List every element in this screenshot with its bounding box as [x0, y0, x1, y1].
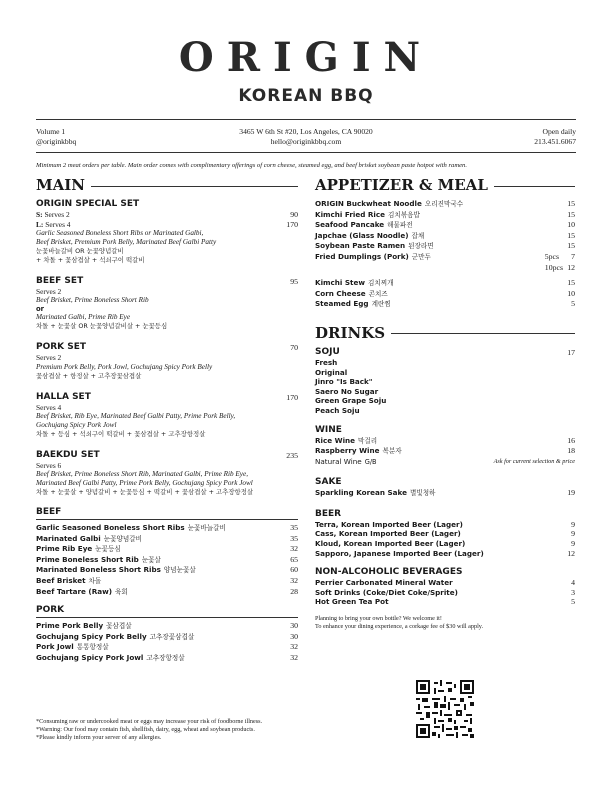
wine-item-name: Rice Wine — [315, 435, 356, 445]
disclaimers: *Consuming raw or undercooked meat or eggs may increase your risk of foodborne illness. *Warning: Our food may contain fish, shellfish, dairy, egg, wheat and soybean products. *Please kindly inform your server of any allergies. — [36, 718, 263, 741]
beer-item-name: Sapporo, Japanese Imported Beer (Lager) — [315, 548, 484, 558]
beef-item — [36, 555, 298, 566]
baekdu-set-title: BAEKDU SET 235 — [36, 449, 298, 460]
beef-item-price: 35 — [290, 523, 298, 532]
non-alcoholic-item-name: Perrier Carbonated Mineral Water — [315, 578, 453, 588]
pork-item-price: 30 — [290, 621, 298, 631]
beef-item-price: 28 — [290, 586, 298, 596]
dumplings-item: Fried Dumplings (Pork) 군만두 5pcs 7 10pcs 12 — [315, 251, 575, 272]
appetizer-item — [315, 210, 575, 221]
non-alcoholic-item — [315, 597, 575, 607]
qr-code-icon[interactable] — [416, 680, 474, 738]
main-column: MAIN ORIGIN SPECIAL SET S: Serves 2 90 L: Serves 4 170 Garlic Seasoned Boneless Short Ribs or Marinated Galbi, Beef Brisket, Premium Pork Belly, Marinated Beef Galbi Patty 눈꽃바늘갈비 OR 눈꽃양념갈비 + 차돌 + 꽃삼겹살 + 석쇠구이 떡갈비 BEEF SET 95 Serves 2 Beef Brisket, Prime Boneless Short Rib or Marinated Galbi, Prime Rib Eye 차돌 + 눈꽃살 OR 눈꽃양념갈비살 + 눈꽃등심 PORK SET 70 Serves 2 Premium Pork Belly, Pork Jowl, Gochujang Spicy Pork Belly 꽃삼겹살 + 항정살 + 고추장꽃삼겹살 HALLA SET 170 Serves 4 Beef Brisket, Rib Eye, Marinated Beef Galbi Patty, Prime Pork Belly, Gochujang Spicy Pork Jowl 차돌 + 등심 + 석쇠구이 떡갈비 + 꽃삼겹살 + 고추장항정살 BAEKDU SET 235 Serves 6 Beef Brisket, Prime Boneless Short Rib, Marinated Galbi, Prime Rib Eye, Marinated Beef Galbi Patty, Prime Pork Belly, Gochujang Spicy Pork Jowl 차돌 + 눈꽃살 + 양념갈비 + 눈꽃등심 + 떡갈비 + 꽃삼겹살 + 고추장항정살 BEEF Garlic Seasoned Boneless Short Ribs 눈꽃바늘갈비 35 Marinated Galbi 눈꽃양념갈비 35 Prime Rib Eye 눈꽃등심 32 Prime Boneless Short Rib 눈꽃살 65 Marinated Boneless Short Ribs 양념눈꽃살 60 Beef Brisket 차돌 32 Beef Tartare (Raw) 육회 28 PORK Prime Pork Belly 꽃삼겹살 30 Gochujang Spicy Pork Belly 고추장꽃삼겹살 30 Pork Jowl 통통항정살 32 Gochujang Spicy Pork Jowl 고추장항정살 32 — [36, 176, 298, 662]
pork-set-title: PORK SET 70 — [36, 342, 298, 353]
pork-item — [36, 653, 298, 664]
soju-flavor: Fresh — [315, 357, 338, 367]
sake-title: SAKE — [315, 477, 342, 488]
beef-list — [36, 523, 298, 597]
beer-item-price: 9 — [571, 539, 575, 549]
appetizer-item — [315, 231, 575, 242]
beef-item-korean: 차돌 — [88, 576, 102, 585]
appetizer-list-2 — [315, 278, 575, 310]
sake-list — [315, 488, 575, 499]
appetizer-item-korean: 된장라면 — [408, 242, 434, 251]
appetizer-item-korean: 김치볶음밥 — [387, 210, 420, 219]
volume: Volume 1 — [36, 127, 66, 136]
appetizer-item-korean: 계란찜 — [371, 300, 391, 309]
beef-item-price: 60 — [290, 565, 298, 575]
pork-section-title: PORK — [36, 605, 298, 618]
pork-item-name: Prime Pork Belly — [36, 621, 104, 631]
pork-item-price: 30 — [290, 631, 298, 641]
non-alcoholic-item — [315, 578, 575, 588]
beef-item-name: Garlic Seasoned Boneless Short Ribs — [36, 523, 185, 532]
wine-item-price: 16 — [567, 435, 575, 445]
pork-item-price: 32 — [290, 642, 298, 652]
appetizer-item — [315, 220, 575, 231]
brand-subtitle: KOREAN BBQ — [238, 86, 374, 106]
beef-set-title: BEEF SET 95 — [36, 276, 298, 287]
pork-item-price: 32 — [290, 652, 298, 662]
wine-item-price: 18 — [567, 446, 575, 456]
beer-item-name: Terra, Korean Imported Beer (Lager) — [315, 519, 463, 529]
wine-list — [315, 436, 575, 457]
pork-item-name: Gochujang Spicy Pork Belly — [36, 631, 147, 641]
beef-item — [36, 523, 298, 534]
soju-flavor: Original — [315, 367, 348, 377]
special-korean: 눈꽃바늘갈비 OR 눈꽃양념갈비 — [36, 247, 124, 256]
appetizer-item — [315, 289, 575, 300]
beer-item-name: Cass, Korean Imported Beer (Lager) — [315, 529, 461, 539]
non-alcoholic-item-price: 4 — [571, 578, 575, 588]
soju-title: SOJU 17 — [315, 346, 575, 357]
wine-title: WINE — [315, 424, 342, 435]
beer-item — [315, 529, 575, 539]
hours: Open daily — [542, 127, 576, 136]
beef-item-name: Prime Rib Eye — [36, 544, 93, 554]
appetizer-drinks-column — [315, 176, 575, 631]
header-rule-bottom — [36, 152, 576, 153]
natural-wine: Natural Wine G/B Ask for current selection & price — [315, 456, 575, 466]
pork-item-name: Pork Jowl — [36, 642, 74, 652]
beef-item-korean: 눈꽃살 — [141, 555, 161, 564]
appetizer-item-price: 15 — [567, 209, 575, 219]
beef-item-price: 32 — [290, 544, 298, 554]
wine-item-korean: 복분자 — [382, 447, 402, 456]
pork-item-korean: 통통항정살 — [76, 643, 109, 652]
appetizer-item-korean: 콘치즈 — [368, 289, 388, 298]
beef-item-korean: 눈꽃양념갈비 — [103, 534, 142, 543]
non-alcoholic-title: NON-ALCOHOLIC BEVERAGES — [315, 567, 463, 578]
special-desc: Garlic Seasoned Boneless Short Ribs or Marinated Galbi, — [36, 229, 204, 238]
pork-item-korean: 꽃삼겹살 — [106, 622, 132, 631]
special-small: S: Serves 2 90 — [36, 210, 298, 219]
appetizer-item — [315, 199, 575, 210]
brand-logo: ORIGIN — [178, 34, 434, 81]
non-alcoholic-list — [315, 578, 575, 607]
appetizer-item-price: 10 — [567, 288, 575, 298]
email-link[interactable]: hello@originkbbq.com — [270, 137, 342, 146]
appetizer-item-name: Corn Cheese — [315, 288, 366, 298]
wine-item — [315, 436, 575, 447]
info-center — [0, 127, 612, 147]
beer-list — [315, 520, 575, 558]
non-alcoholic-item — [315, 588, 575, 598]
origin-special-set-title: ORIGIN SPECIAL SET — [36, 199, 140, 209]
sake-item-korean: 별빛청하 — [409, 489, 436, 498]
beef-item — [36, 534, 298, 545]
beer-title: BEER — [315, 508, 342, 519]
pork-item-name: Gochujang Spicy Pork Jowl — [36, 652, 144, 662]
pork-list — [36, 621, 298, 663]
appetizer-item-korean: 김치찌개 — [368, 279, 394, 288]
appetizer-item-name: Kimchi Fried Rice — [315, 209, 385, 219]
appetizer-item-price: 15 — [567, 230, 575, 240]
address: 3465 W 6th St #20, Los Angeles, CA 90020 — [239, 127, 373, 136]
beer-item-price: 9 — [571, 519, 575, 529]
appetizer-item — [315, 299, 575, 310]
soju-flavor: Peach Soju — [315, 405, 360, 415]
pork-item — [36, 642, 298, 653]
beer-item-price: 9 — [571, 529, 575, 539]
beef-item-korean: 눈꽃등심 — [95, 545, 121, 554]
header-rule-top — [36, 119, 576, 120]
wine-item — [315, 446, 575, 457]
pork-item-korean: 고추장꽃삼겹살 — [149, 632, 195, 641]
drinks-heading: DRINKS — [315, 324, 575, 342]
wine-item-name: Raspberry Wine — [315, 446, 380, 456]
beef-item — [36, 565, 298, 576]
beef-item-price: 32 — [290, 575, 298, 585]
beef-item-name: Marinated Galbi — [36, 533, 101, 543]
appetizer-item-name: ORIGIN Buckwheat Noodle — [315, 199, 422, 208]
main-heading: MAIN — [36, 176, 298, 194]
non-alcoholic-item-price: 3 — [571, 587, 575, 597]
appetizer-item-name: Japchae (Glass Noodle) — [315, 230, 409, 240]
beef-item — [36, 544, 298, 555]
pork-item — [36, 632, 298, 643]
pork-item — [36, 621, 298, 632]
non-alcoholic-item-name: Soft Drinks (Coke/Diet Coke/Sprite) — [315, 587, 458, 597]
beer-item — [315, 539, 575, 549]
beef-item — [36, 587, 298, 598]
sake-item — [315, 488, 575, 499]
sake-item-name: Sparkling Korean Sake — [315, 488, 407, 498]
wine-item-korean: 막걸리 — [358, 436, 378, 445]
beef-item-price: 35 — [290, 533, 298, 543]
beer-item-name: Kloud, Korean Imported Beer (Lager) — [315, 539, 466, 549]
appetizer-item-name: Soybean Paste Ramen — [315, 241, 406, 251]
appetizer-item-price: 15 — [567, 241, 575, 251]
appetizer-item-korean: 해물파전 — [387, 221, 413, 230]
beef-item-name: Marinated Boneless Short Ribs — [36, 565, 161, 575]
corkage-note: Planning to bring your own bottle? We welcome it! To enhance your dining experience, a corkage fee of $30 will apply. — [315, 615, 484, 630]
beef-item-korean: 육회 — [115, 587, 128, 596]
beer-item-price: 12 — [567, 548, 575, 558]
appetizer-item-price: 5 — [571, 299, 575, 309]
appetizer-item-name: Kimchi Stew — [315, 278, 365, 288]
appetizer-heading: APPETIZER & MEAL — [315, 176, 575, 194]
appetizer-item-name: Steamed Egg — [315, 299, 369, 309]
beef-item-name: Beef Brisket — [36, 575, 86, 585]
special-large: L: Serves 4 170 — [36, 219, 298, 229]
appetizer-item-name: Seafood Pancake — [315, 220, 385, 230]
phone[interactable]: 213.451.6067 — [534, 137, 576, 146]
appetizer-item-price: 15 — [567, 278, 575, 288]
soju-flavor: Jinro "Is Back" — [315, 377, 373, 387]
non-alcoholic-item-price: 5 — [571, 597, 575, 607]
non-alcoholic-item-name: Hot Green Tea Pot — [315, 597, 389, 607]
instagram-handle[interactable]: @originkbbq — [36, 137, 77, 146]
appetizer-item-korean: 오리진막국수 — [424, 200, 464, 208]
beer-item — [315, 549, 575, 559]
appetizer-item — [315, 241, 575, 252]
pork-item-korean: 고추장항정살 — [146, 653, 185, 662]
beef-item-price: 65 — [290, 554, 298, 564]
info-right — [534, 127, 576, 147]
beer-item — [315, 520, 575, 530]
minimum-order-note: Minimum 2 meat orders per table. Main order comes with complimentary offerings of corn cheese, steamed egg, and beef brisket soybean paste hotpot with ramen. — [36, 162, 467, 169]
beef-item-korean: 눈꽃바늘갈비 — [187, 524, 226, 532]
appetizer-list — [315, 199, 575, 252]
appetizer-item — [315, 278, 575, 289]
beef-section-title: BEEF — [36, 507, 298, 520]
beef-item — [36, 576, 298, 587]
appetizer-item-korean: 잡채 — [411, 231, 425, 240]
appetizer-item-price: 15 — [567, 199, 575, 208]
sake-item-price: 19 — [567, 488, 575, 498]
beef-item-name: Prime Boneless Short Rib — [36, 554, 139, 564]
appetizer-item-price: 10 — [567, 220, 575, 230]
soju-flavors — [315, 358, 575, 416]
soju-flavor: Saero No Sugar — [315, 386, 379, 396]
halla-set-title: HALLA SET 170 — [36, 391, 298, 402]
beef-item-name: Beef Tartare (Raw) — [36, 586, 113, 596]
beef-item-korean: 양념눈꽃살 — [163, 566, 196, 575]
soju-flavor: Green Grape Soju — [315, 396, 387, 406]
